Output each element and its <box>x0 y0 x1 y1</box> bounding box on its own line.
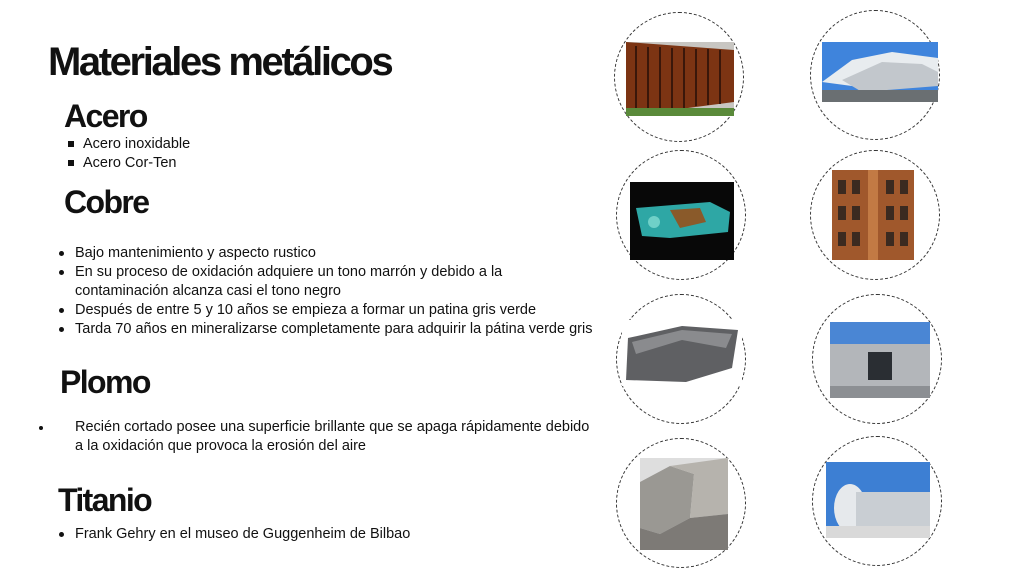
heading-acero: Acero <box>64 98 147 134</box>
list-item: Después de entre 5 y 10 años se empieza a formar un patina gris verde <box>58 301 593 320</box>
list-item: En su proceso de oxidación adquiere un tono marrón y debido a la contaminación alcanza casi el tono negro <box>58 263 593 301</box>
zinc-building-image <box>830 322 930 398</box>
lead-sheet-image <box>622 320 742 386</box>
slide-title: Materiales metálicos <box>48 40 392 84</box>
list-item: Recién cortado posee una superficie brillante que se apaga rápidamente debido a la oxidación que provoca la erosión del aire <box>58 418 593 456</box>
list-titanio <box>58 525 593 544</box>
heading-titanio: Titanio <box>58 482 152 518</box>
heading-plomo: Plomo <box>60 364 150 400</box>
titanium-building-image <box>826 462 930 538</box>
steel-building-image <box>822 42 938 102</box>
corten-facade-image <box>626 42 734 116</box>
list-acero <box>66 135 190 173</box>
list-item: Acero inoxidable <box>66 135 190 154</box>
list-item: Acero Cor-Ten <box>66 154 190 173</box>
heading-cobre: Cobre <box>64 184 149 220</box>
list-plomo <box>58 418 593 456</box>
copper-patina-image <box>630 182 734 260</box>
list-item: Tarda 70 años en mineralizarse completamente para adquirir la pátina verde gris <box>58 320 593 339</box>
titanium-guggenheim-image <box>640 458 728 550</box>
list-item: Frank Gehry en el museo de Guggenheim de Bilbao <box>58 525 593 544</box>
copper-building-image <box>832 170 914 260</box>
list-cobre <box>58 244 593 339</box>
list-item: Bajo mantenimiento y aspecto rustico <box>58 244 593 263</box>
